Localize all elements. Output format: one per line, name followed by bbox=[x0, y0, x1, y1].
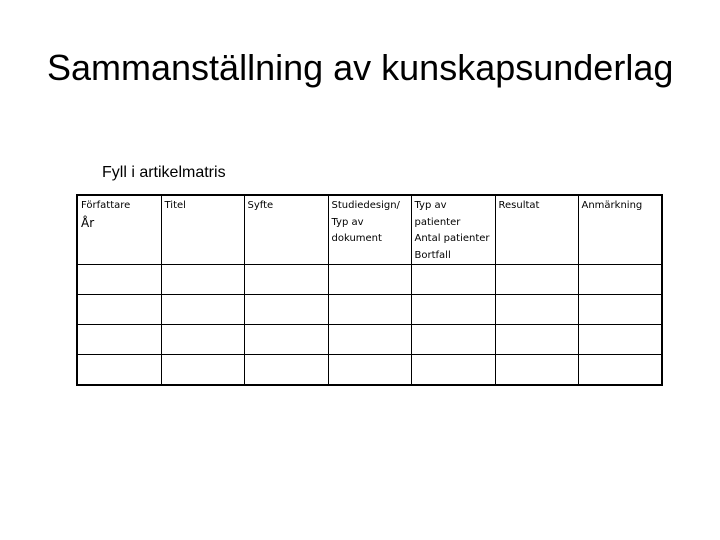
table-cell[interactable] bbox=[161, 295, 244, 325]
column-header-patients-line-2: patienter bbox=[414, 216, 461, 228]
article-matrix-table bbox=[76, 194, 663, 386]
column-header-result bbox=[495, 195, 578, 265]
table-cell[interactable] bbox=[495, 325, 578, 355]
column-header-purpose bbox=[244, 195, 328, 265]
table-cell[interactable] bbox=[77, 325, 161, 355]
column-header-patients-line-3: Antal patienter bbox=[414, 233, 490, 244]
column-header-study-design-line-3: dokument bbox=[331, 233, 382, 244]
table-cell[interactable] bbox=[328, 295, 411, 325]
table-cell[interactable] bbox=[578, 355, 662, 385]
column-header-purpose-label: Syfte bbox=[247, 200, 274, 211]
column-header-author: Författare bbox=[81, 200, 131, 211]
instruction-text: Fyll i artikelmatris bbox=[102, 164, 226, 181]
column-header-year: År bbox=[81, 215, 95, 230]
column-header-remark bbox=[578, 195, 662, 265]
table-row bbox=[77, 325, 662, 355]
column-header-author-year bbox=[77, 195, 161, 265]
table-cell[interactable] bbox=[77, 265, 161, 295]
table-cell[interactable] bbox=[328, 325, 411, 355]
table-cell[interactable] bbox=[578, 265, 662, 295]
table-row bbox=[77, 355, 662, 385]
table-cell[interactable] bbox=[244, 325, 328, 355]
column-header-title-label: Titel bbox=[164, 200, 186, 211]
column-header-result-label: Resultat bbox=[498, 200, 540, 211]
table-cell[interactable] bbox=[77, 355, 161, 385]
column-header-remark-label: Anmärkning bbox=[581, 200, 643, 211]
table-cell[interactable] bbox=[411, 325, 495, 355]
table-cell[interactable] bbox=[495, 265, 578, 295]
column-header-study-design-line-2: Typ av bbox=[331, 216, 364, 228]
column-header-study-design bbox=[328, 195, 411, 265]
table-row bbox=[77, 295, 662, 325]
table-cell[interactable] bbox=[495, 355, 578, 385]
table-cell[interactable] bbox=[578, 325, 662, 355]
table-cell[interactable] bbox=[77, 295, 161, 325]
column-header-patients-line-1: Typ av bbox=[414, 200, 447, 211]
column-header-title bbox=[161, 195, 244, 265]
table-cell[interactable] bbox=[411, 295, 495, 325]
column-header-patients bbox=[411, 195, 495, 265]
column-header-patients-line-4: Bortfall bbox=[414, 249, 451, 261]
table-cell[interactable] bbox=[244, 265, 328, 295]
table-cell[interactable] bbox=[328, 265, 411, 295]
table-cell[interactable] bbox=[161, 265, 244, 295]
table-cell[interactable] bbox=[411, 355, 495, 385]
table-header-row bbox=[77, 195, 662, 265]
column-header-study-design-line-1: Studiedesign/ bbox=[331, 200, 400, 211]
table-cell[interactable] bbox=[411, 265, 495, 295]
table-cell[interactable] bbox=[244, 355, 328, 385]
table-cell[interactable] bbox=[328, 355, 411, 385]
table-cell[interactable] bbox=[578, 295, 662, 325]
slide-title: Sammanställning av kunskapsunderlag bbox=[47, 47, 674, 88]
table-cell[interactable] bbox=[161, 325, 244, 355]
table-cell[interactable] bbox=[161, 355, 244, 385]
table-cell[interactable] bbox=[244, 295, 328, 325]
table-cell[interactable] bbox=[495, 295, 578, 325]
table-row bbox=[77, 265, 662, 295]
